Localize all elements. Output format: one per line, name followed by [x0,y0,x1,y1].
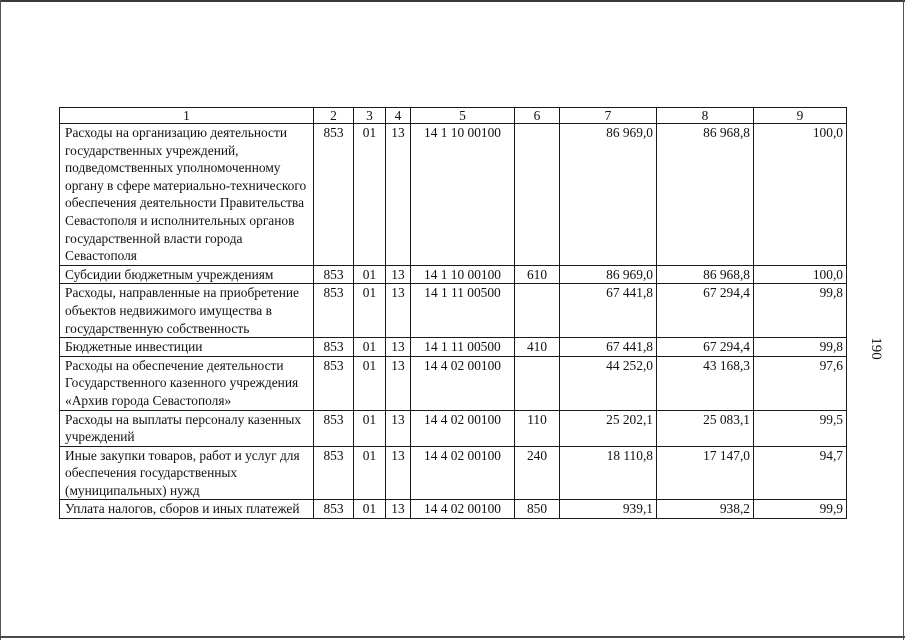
target-item-code-cell: 14 4 02 00100 [411,446,515,500]
actual-amount-cell: 86 968,8 [657,124,754,266]
scan-edge-bottom [0,636,905,638]
actual-amount-cell: 17 147,0 [657,446,754,500]
planned-amount-cell: 18 110,8 [560,446,657,500]
target-item-code-cell: 14 1 11 00500 [411,338,515,357]
planned-amount-cell: 67 441,8 [560,338,657,357]
actual-amount-cell: 67 294,4 [657,338,754,357]
table-row [60,500,847,519]
ministry-code-cell: 853 [314,410,354,446]
target-item-code-cell: 14 1 10 00100 [411,265,515,284]
expense-type-code-cell: 610 [515,265,560,284]
execution-percent-cell: 94,7 [754,446,847,500]
execution-percent-cell: 100,0 [754,265,847,284]
subsection-code-cell: 13 [386,446,411,500]
planned-amount-cell: 67 441,8 [560,284,657,338]
ministry-code-cell: 853 [314,500,354,519]
page-number: 190 [867,337,884,360]
header-cell: 6 [515,108,560,124]
target-item-code-cell: 14 4 02 00100 [411,356,515,410]
section-code-cell: 01 [354,356,386,410]
actual-amount-cell: 86 968,8 [657,265,754,284]
header-cell: 2 [314,108,354,124]
section-code-cell: 01 [354,500,386,519]
ministry-code-cell: 853 [314,356,354,410]
actual-amount-cell: 67 294,4 [657,284,754,338]
expense-type-code-cell [515,284,560,338]
table-row [60,446,847,500]
section-code-cell: 01 [354,284,386,338]
scan-edge-right [903,0,904,640]
table-row [60,410,847,446]
planned-amount-cell: 939,1 [560,500,657,519]
table-row [60,284,847,338]
expense-type-code-cell [515,356,560,410]
ministry-code-cell: 853 [314,284,354,338]
header-cell: 4 [386,108,411,124]
subsection-code-cell: 13 [386,284,411,338]
ministry-code-cell: 853 [314,124,354,266]
execution-percent-cell: 97,6 [754,356,847,410]
planned-amount-cell: 25 202,1 [560,410,657,446]
expense-type-code-cell: 850 [515,500,560,519]
header-cell: 9 [754,108,847,124]
expense-type-code-cell [515,124,560,266]
execution-percent-cell: 99,9 [754,500,847,519]
expense-type-code-cell: 410 [515,338,560,357]
section-code-cell: 01 [354,446,386,500]
planned-amount-cell: 86 969,0 [560,265,657,284]
budget-expenditure-table [59,107,847,519]
header-cell: 8 [657,108,754,124]
target-item-code-cell: 14 1 10 00100 [411,124,515,266]
expense-name-cell: Уплата налогов, сборов и иных платежей [60,500,314,519]
expense-type-code-cell: 110 [515,410,560,446]
section-code-cell: 01 [354,410,386,446]
scan-edge-top [0,0,905,2]
section-code-cell: 01 [354,124,386,266]
actual-amount-cell: 938,2 [657,500,754,519]
subsection-code-cell: 13 [386,265,411,284]
table-row [60,338,847,357]
subsection-code-cell: 13 [386,338,411,357]
header-cell: 7 [560,108,657,124]
execution-percent-cell: 99,8 [754,284,847,338]
planned-amount-cell: 86 969,0 [560,124,657,266]
target-item-code-cell: 14 4 02 00100 [411,410,515,446]
expense-name-cell: Расходы на обеспечение деятельности Государственного казенного учреждения «Архив города Севастополя» [60,356,314,410]
subsection-code-cell: 13 [386,124,411,266]
target-item-code-cell: 14 4 02 00100 [411,500,515,519]
execution-percent-cell: 99,8 [754,338,847,357]
ministry-code-cell: 853 [314,338,354,357]
actual-amount-cell: 43 168,3 [657,356,754,410]
expense-name-cell: Расходы на организацию деятельности государственных учреждений, подведомственных уполномоченному органу в сфере материально-технического обеспечения деятельности Правительства Севастополя и исполнительных органов государственной власти города Севастополя [60,124,314,266]
table-row [60,124,847,266]
header-cell: 5 [411,108,515,124]
expense-name-cell: Расходы, направленные на приобретение объектов недвижимого имущества в государственную собственность [60,284,314,338]
subsection-code-cell: 13 [386,356,411,410]
header-cell: 1 [60,108,314,124]
section-code-cell: 01 [354,265,386,284]
column-number-header-row [60,108,847,124]
expense-name-cell: Расходы на выплаты персоналу казенных учреждений [60,410,314,446]
header-cell: 3 [354,108,386,124]
expense-type-code-cell: 240 [515,446,560,500]
expense-name-cell: Бюджетные инвестиции [60,338,314,357]
actual-amount-cell: 25 083,1 [657,410,754,446]
planned-amount-cell: 44 252,0 [560,356,657,410]
target-item-code-cell: 14 1 11 00500 [411,284,515,338]
expense-name-cell: Субсидии бюджетным учреждениям [60,265,314,284]
table-row [60,265,847,284]
subsection-code-cell: 13 [386,500,411,519]
expense-name-cell: Иные закупки товаров, работ и услуг для обеспечения государственных (муниципальных) нужд [60,446,314,500]
ministry-code-cell: 853 [314,265,354,284]
subsection-code-cell: 13 [386,410,411,446]
scan-edge-left [0,0,1,640]
execution-percent-cell: 99,5 [754,410,847,446]
execution-percent-cell: 100,0 [754,124,847,266]
section-code-cell: 01 [354,338,386,357]
table-row [60,356,847,410]
ministry-code-cell: 853 [314,446,354,500]
